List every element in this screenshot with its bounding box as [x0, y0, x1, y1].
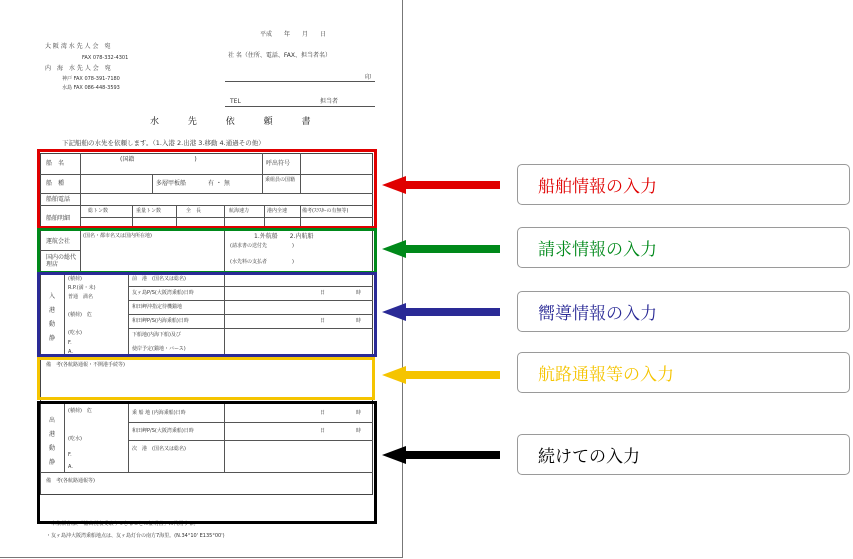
multideck-label: 多層甲板船: [156, 180, 187, 187]
ship-type-label: 船 種: [46, 180, 65, 187]
callsign-label: 呼出符号: [266, 160, 291, 167]
dangerous-label: (積荷) 危: [68, 312, 92, 318]
gt-label: 総トン数: [88, 208, 109, 214]
recipient-osaka: 大 阪 湾 水 先 人 会 宛: [45, 43, 111, 50]
route-report-button[interactable]: 航路通報等の入力: [517, 352, 850, 393]
billing-info-frame: [37, 228, 377, 274]
berth-label: 使岸予定(錨地・バース): [132, 346, 186, 352]
person-label: 担当者: [320, 98, 339, 105]
dwt-label: 重量トン数: [136, 208, 162, 214]
nationality-note: (国籍 ): [120, 156, 197, 163]
outbound-section-label: 出港動静: [49, 417, 56, 466]
outbound-day-1: 日: [320, 410, 326, 416]
cargo-label: (積荷): [68, 276, 82, 282]
footnote-1: ・本依頼書は、「輸出税収受取りできることの証明書」に代用する。: [46, 521, 199, 527]
outbound-fore-label: F.: [68, 452, 72, 458]
company-underline: [225, 81, 375, 82]
tel-underline: [225, 106, 375, 107]
date-line: 平成 年 月 日: [260, 31, 327, 38]
payer-note: (水先料の支払者 ): [230, 259, 294, 265]
continue-input-button[interactable]: 続けての入力: [517, 434, 850, 475]
inbound-aft-label: A.: [68, 349, 73, 355]
billing-info-button[interactable]: 請求情報の入力: [517, 227, 850, 268]
ship-specs-label: 船舶明細: [46, 215, 71, 222]
recipient-kobe-fax: 神戸 FAX 078-391-7180: [62, 76, 120, 82]
inbound-time-1: 時: [356, 290, 362, 296]
recipient-naikai: 内 海 水 先 人 会 宛: [45, 65, 111, 72]
route-report-frame: [37, 357, 375, 400]
remarks-label: 備 考(各航路通報・不開港手続等): [46, 362, 125, 368]
recipient-mizushima-fax: 水島 FAX 086-448-3593: [62, 85, 120, 91]
outbound-wada-label: 和田岬P/S(大阪湾乗船)日時: [132, 428, 194, 434]
ship-info-arrow-icon: [382, 176, 500, 194]
inbound-day-1: 日: [320, 290, 326, 296]
inbound-section-label: 入港動静: [49, 293, 56, 342]
inbound-day-2: 日: [320, 318, 326, 324]
operator-label: 運航会社: [46, 238, 71, 245]
ship-info-frame: [37, 149, 377, 229]
outbound-time-2: 時: [356, 428, 362, 434]
continue-arrow-icon: [382, 446, 500, 464]
outbound-time-1: 時: [356, 410, 362, 416]
wada-board-label: 和田岬P/S(内海乗船)日時: [132, 318, 189, 324]
recipient-osaka-fax: FAX 078-332-4301: [82, 55, 129, 61]
route-type: 1.外航船 2.内航船: [254, 233, 314, 240]
outbound-board-label: 乗 船 地 (内海乗船)日時: [132, 410, 186, 416]
prev-port-label: 前 港 (国名又は総名): [132, 276, 186, 282]
thruster-label: 備考(ｽﾗｽﾀｰの有無等): [302, 208, 349, 214]
rp-label: R.P.(満・未): [68, 285, 96, 291]
billing-info-arrow-icon: [382, 240, 500, 258]
ship-name-label: 船 名: [46, 160, 65, 167]
pier-label: 下船地(内海下船)及び: [132, 332, 181, 338]
ship-info-button[interactable]: 船舶情報の入力: [517, 164, 850, 205]
normal-label: 普通 満名: [68, 294, 94, 300]
continue-input-frame: [37, 401, 377, 524]
pilotage-info-button[interactable]: 嚮導情報の入力: [517, 291, 850, 332]
wada-anchorage-label: 和田岬沖指定待機錨地: [132, 304, 183, 310]
intro-line: 下記船舶の水先を依頼します。（1.入港 2.出港 3.移動 4.通過その他）: [62, 139, 265, 147]
company-line: 社 名（住所、電話、FAX、担当者名）: [228, 52, 332, 59]
document-title: 水 先 依 頼 書: [150, 117, 324, 127]
pilotage-info-arrow-icon: [382, 303, 500, 321]
loa-label: 全 長: [186, 208, 202, 214]
route-report-arrow-icon: [382, 366, 500, 384]
inbound-time-2: 時: [356, 318, 362, 324]
speed-label: 航海速力: [229, 208, 250, 214]
ship-phone-label: 船舶電話: [46, 196, 71, 203]
next-port-label: 次 港 (国名又は総名): [132, 446, 186, 452]
outbound-day-2: 日: [320, 428, 326, 434]
bill-to-note: (請求書の送付先 ): [230, 243, 294, 249]
tel-label: TEL: [230, 98, 241, 105]
inbound-fore-label: F.: [68, 340, 72, 346]
outbound-danger-label: (積荷) 危: [68, 408, 92, 414]
address-note: (国名・都市名又は国内所在地): [83, 233, 152, 239]
multideck-yes-no: 有 ・ 無: [208, 180, 230, 187]
outbound-aft-label: A.: [68, 464, 73, 470]
harbor-speed-label: 港内全速: [267, 208, 288, 214]
pilotage-info-frame: [37, 272, 377, 357]
footnote-2: ・友ヶ島沖大阪湾乗船地点は、友ヶ島灯台の南方7海里。(N.34°10' E135°00'): [46, 533, 225, 539]
crew-nation-label: 乗組員の国籍: [265, 177, 296, 183]
outbound-remarks-label: 備 考(各航路通報等): [46, 478, 95, 484]
outbound-draft-label: (吃水): [68, 436, 82, 442]
stamp-mark: 印: [365, 74, 372, 81]
tomogashima-label: 友ヶ島P/S(大阪湾乗船)日時: [132, 290, 194, 296]
inbound-draft-label: (吃水): [68, 330, 82, 336]
agent-label: 国内の総代理店: [46, 254, 77, 268]
